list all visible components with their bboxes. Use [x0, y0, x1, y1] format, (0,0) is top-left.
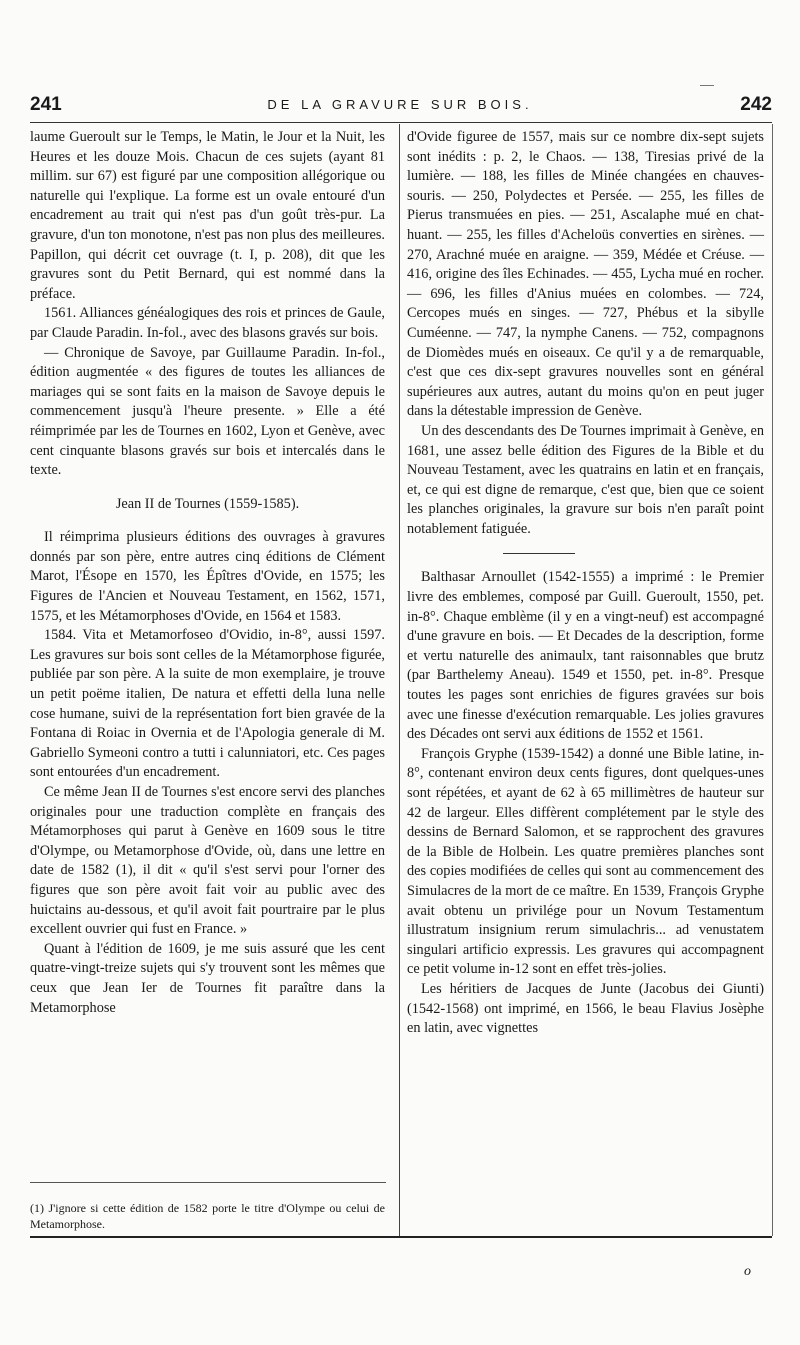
section-separator — [503, 553, 575, 554]
paragraph: d'Ovide figuree de 1557, mais sur ce nombre dix-sept sujets sont inédits : p. 2, le Chaos. — 138, Tiresias privé de la lumière. — 188, les filles de Minée changées en chauves-souris. — 250, Polydectes et Persée. — 255, les filles de Pierus transmuées en pies. — 251, Ascalaphe mué en chat-huant. — 255, les filles d'Acheloüs converties en sirènes. — 270, Arachné muée en araigne. — 359, Médée et Créuse. — 416, origine des îles Echinades. — 455, Lycha mué en rocher. — 696, les filles d'Anius muées en colombes. — 724, Cercopes mués en singes. — 727, Phébus et la sibylle Cuméenne. — 747, la nymphe Canens. — 752, compagnons de Diomèdes mués en oiseaux. Ce qu'il y a de remarquable, c'est que ces dix-sept gravures nouvelles sont en général supérieures aux autres, autant du moins qu'on en peut juger dans la détestable impression de Genève. — [407, 129, 764, 420]
right-column — [407, 128, 764, 1039]
corner-mark: o — [744, 1264, 751, 1279]
paragraph: Il réimprima plusieurs éditions des ouvrages à gravures donnés par son père, entre autres cinq éditions de Clément Marot, l'Ésope en 1570, les Épîtres d'Ovide, en 1575; les Figures de l'Ancien et Nouveau Testament, en 1562, 1571, 1575, et les Métamorphoses d'Ovide, en 1564 et 1583. — [30, 529, 385, 624]
page-number-right: 242 — [740, 94, 772, 115]
right-border — [772, 124, 773, 1236]
bottom-rule — [30, 1236, 772, 1238]
paragraph: laume Gueroult sur le Temps, le Matin, le Jour et la Nuit, les Heures et les douze Mois. Chacun de ces sujets (ayant 81 millim. sur 67) est figuré par une composition allégorique ou naturelle qui l'explique. La forme est un ovale entouré d'un encadrement au trait qui n'est pas d'un goût très-pur. La gravure, d'un ton monotone, n'est pas non plus des meilleures. Papillon, qui décrit cet ouvrage (t. I, p. 208), dit que les gravures sont du Petit Bernard, qui est nommé dans la préface. — [30, 129, 385, 302]
page-number-left: 241 — [30, 94, 62, 115]
paragraph: Un des descendants des De Tournes imprimait à Genève, en 1681, une assez belle édition des Figures de la Bible et du Nouveau Testament, avec les quatrains en latin et en français, et, ce qui est digne de remarque, c'est que, bien que ce soient les planches originales, la gravure sur bois n'en paraît point notablement fatiguée. — [407, 422, 764, 537]
paragraph: François Gryphe (1539-1542) a donné une Bible latine, in-8°, contenant environ deux cents figures, dont quelques-unes sont répétées, et ayant de 62 à 65 millimètres de hauteur sur 42 de largeur. Elles diffèrent complétement par le style des dessins de Bernard Salomon, et se rapprochent des gravures de la Bible de Holbein. Les quatre premières planches sont des copies modifiées de celles qui sont au commencement des Simulacres de la mort de ce maître. En 1539, François Gryphe avait obtenu un privilége pour un Novum Testamentum illustratum insignium rerum simulachris... ad venustatem singulari artificio expressis. Les gravures qui accompagnent ce petit volume in-12 sont en effet très-jolies. — [407, 745, 764, 978]
scan-mark — [700, 85, 714, 86]
header-rule — [30, 122, 772, 123]
paragraph: 1561. Alliances généalogiques des rois et princes de Gaule, par Claude Paradin. In-fol., avec des blasons gravés sur bois. — [30, 305, 385, 341]
running-title: DE LA GRAVURE SUR BOIS. — [267, 97, 533, 112]
paragraph: 1584. Vita et Metamorfoseo d'Ovidio, in-8°, aussi 1597. Les gravures sur bois sont celles de la Métamorphose figurée, publiée par son père. A la suite de mon exemplaire, je trouve un petit poëme italien, De natura et effetti della luna nelle cose humane, suivi de la représentation fort bien gravée de la Fontana di Roiac in Overnia et de l'Apologia generale di M. Gabriello Symeoni contro a tutti i calunniatori, etc. Ces pages sont entourées d'un encadrement. — [30, 627, 385, 781]
column-divider — [399, 124, 400, 1236]
paragraph: Quant à l'édition de 1609, je me suis assuré que les cent quatre-vingt-treize sujets qui s'y trouvent sont les mêmes que ceux que Jean Ier de Tournes fit paraître dans la Metamorphose — [30, 940, 385, 1016]
footnote-rule — [30, 1182, 386, 1183]
paragraph: — Chronique de Savoye, par Guillaume Paradin. In-fol., édition augmentée « des figures de toutes les alliances de mariages qui se sont faits en la maison de Savoye depuis le commencement jusqu'à l'heure presente. » Elle a été réimprimée par les de Tournes en 1602, Lyon et Genève, avec cent cinquante blasons gravés sur bois et intercalés dans le texte. — [30, 344, 385, 479]
left-column — [30, 128, 385, 1018]
page-header — [30, 90, 772, 120]
paragraph: Balthasar Arnoullet (1542-1555) a imprimé : le Premier livre des emblemes, composé par Guill. Gueroult, 1550, pet. in-8°. Chaque emblème (il y en a vingt-neuf) est accompagné d'une gravure en bois. — Et Decades de la description, forme et vertu naturelle des animaulx, tant raisonnables que brutz (par Barthelemy Aneau). 1549 et 1550, pet. in-8°. Presque toutes les pages sont enrichies de figures gravées sur bois avec une finesse d'exécution remarquable. Les jolies gravures des Décades ont servi aux éditions de 1552 et 1561. — [407, 569, 764, 743]
paragraph: Les héritiers de Jacques de Junte (Jacobus dei Giunti) (1542-1568) ont imprimé, en 1566, le beau Flavius Josèphe en latin, avec vignettes — [407, 980, 764, 1037]
footnote: (1) J'ignore si cette édition de 1582 porte le titre d'Olympe ou celui de Metamorphose. — [30, 1201, 385, 1231]
section-heading: Jean II de Tournes (1559-1585). — [115, 495, 300, 512]
paragraph: Ce même Jean II de Tournes s'est encore servi des planches originales pour une traduction complète en français des Métamorphoses qui parut à Genève en 1609 sous le titre d'Olympe, ou Metamorphose d'Ovide, où, dans une lettre en date de 1582 (1), il dit « qu'il s'est servi pour l'orner des figures que son père avoit fait voir au public avec des huictains au-dessous, et qu'il avoit fait pourtraire par le plus excellent ouvrier qui fust en France. » — [30, 784, 385, 938]
